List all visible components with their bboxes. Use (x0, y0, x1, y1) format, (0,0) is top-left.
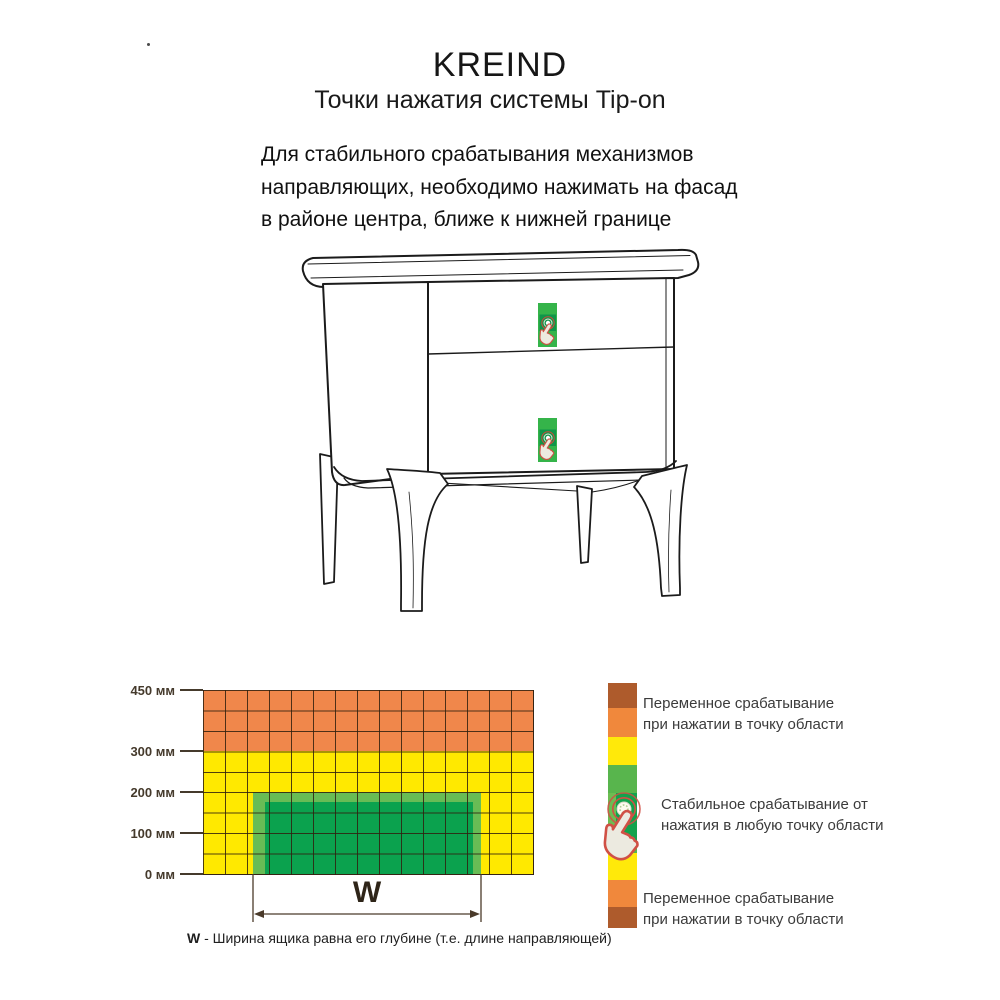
legend-swatch-brown (608, 683, 637, 708)
nightstand-drawing (250, 240, 750, 660)
legend-line: нажатия в любую точку области (661, 817, 884, 834)
description-paragraph (261, 139, 761, 237)
tick-label-200: 200 мм (130, 785, 175, 800)
page-subtitle: Точки нажатия системы Tip-on (314, 86, 666, 114)
legend-item-variable-top (643, 693, 844, 735)
legend-item-stable (661, 794, 884, 836)
tick-label-450: 450 мм (130, 683, 175, 698)
description-line: в районе центра, ближе к нижней границе (261, 208, 672, 231)
press-zone-bottom-drawer (536, 418, 560, 462)
legend-swatch-orange (608, 880, 637, 907)
tick-label-300: 300 мм (130, 744, 175, 759)
tick-dash (180, 791, 203, 793)
description-line: Для стабильного срабатывания механизмов (261, 143, 694, 166)
legend-item-variable-bottom (643, 888, 844, 930)
tick-dash (180, 832, 203, 834)
w-footnote-bold: W (187, 930, 201, 946)
front-left-leg (387, 469, 448, 611)
tick-label-100: 100 мм (130, 826, 175, 841)
side-panel (323, 282, 428, 485)
legend-line: Переменное срабатывание (643, 695, 835, 712)
tick-dash (180, 750, 203, 752)
legend-swatch-orange (608, 708, 637, 737)
description-line: направляющих, необходимо нажимать на фасад (261, 175, 738, 199)
front-right-leg (634, 465, 687, 596)
legend-line: при нажатии в точку области (643, 716, 844, 733)
tick-label-0: 0 мм (144, 867, 175, 882)
tick-dash (180, 873, 203, 875)
legend-line: Переменное срабатывание (643, 890, 835, 907)
hand-press-icon (595, 806, 650, 865)
w-dimension-label: W (352, 876, 382, 909)
legend-swatch-yellow (608, 737, 637, 765)
press-zone-chart (203, 690, 533, 874)
w-footnote-text: - Ширина ящика равна его глубине (т.е. длине направляющей) (200, 930, 612, 946)
page-title: KREIND (432, 46, 568, 84)
press-zone-top-drawer (536, 303, 560, 347)
legend-line: Стабильное срабатывание от (661, 796, 868, 813)
w-footnote (187, 930, 612, 946)
legend-swatch-brown (608, 907, 637, 928)
chart-gridlines (203, 690, 534, 875)
tick-dash (180, 689, 203, 691)
back-right-leg (577, 486, 592, 563)
legend-line: при нажатии в точку области (643, 911, 844, 928)
